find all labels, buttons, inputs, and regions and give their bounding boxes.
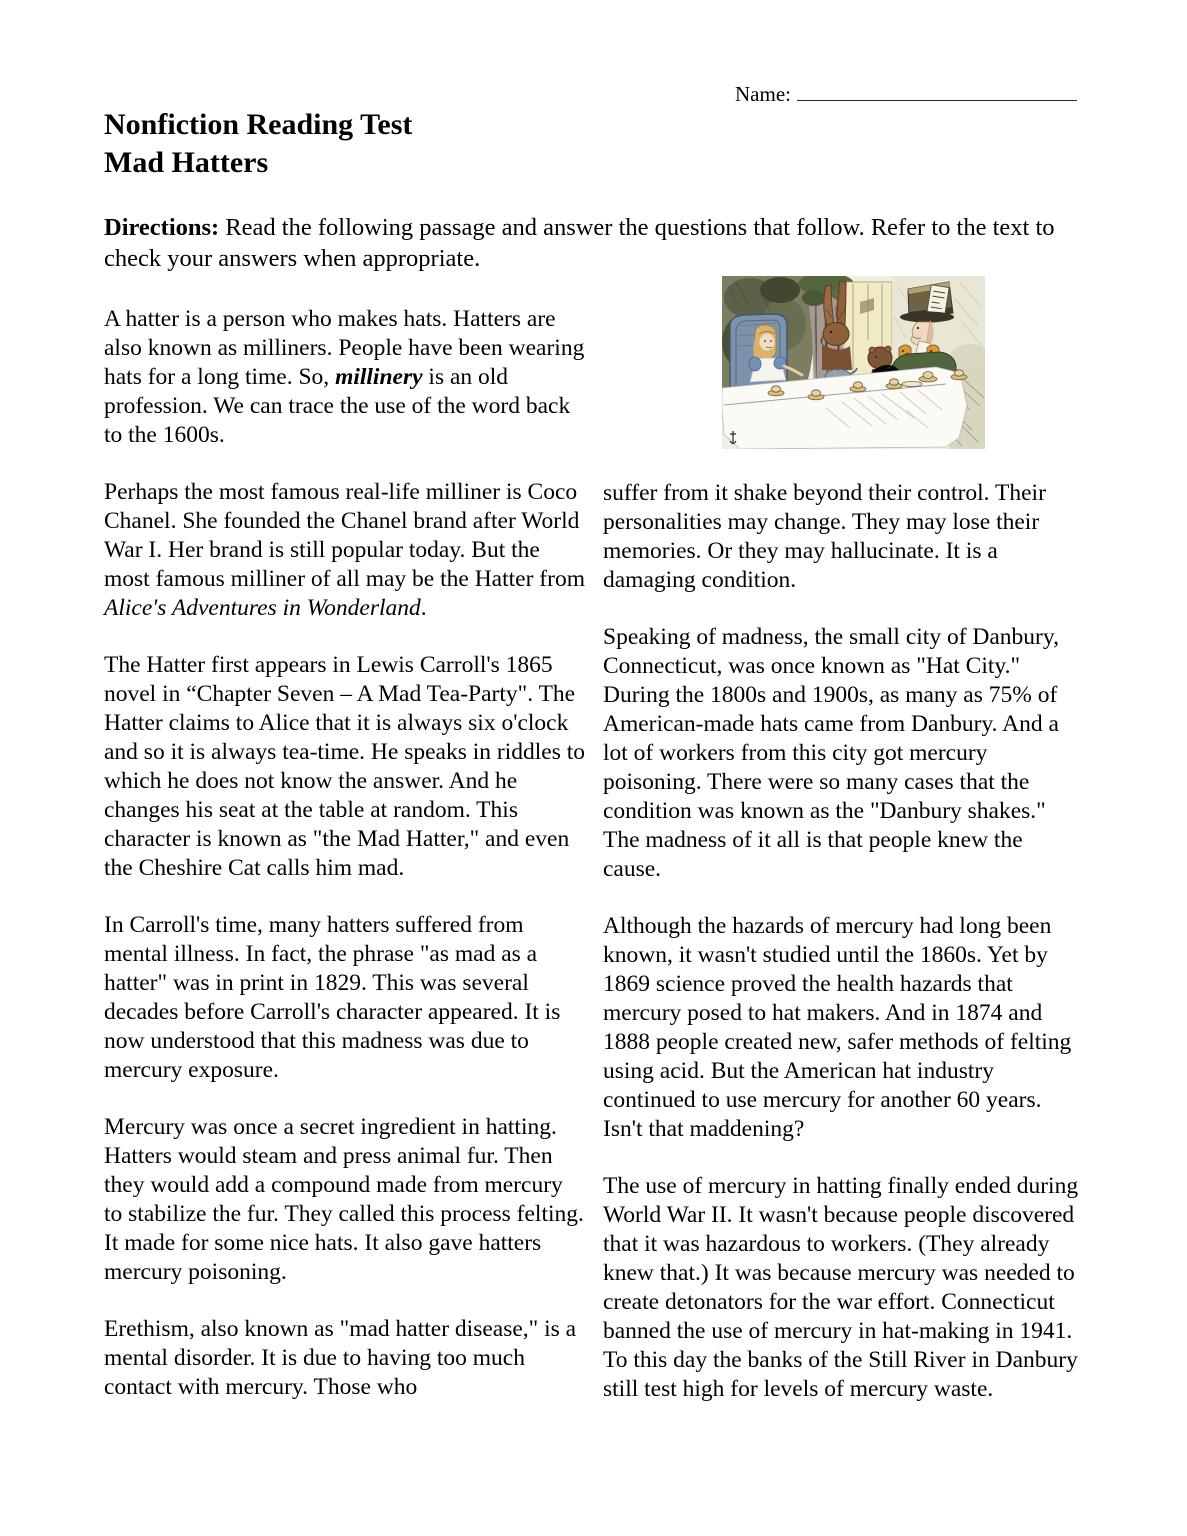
passage-column-right xyxy=(603,479,1084,1404)
title-line-2: Mad Hatters xyxy=(104,146,269,179)
passage-paragraph xyxy=(603,912,1084,1144)
passage-paragraph xyxy=(104,911,585,1085)
title-line-1: Nonfiction Reading Test xyxy=(104,108,413,141)
passage-paragraph xyxy=(104,651,585,883)
passage-paragraph xyxy=(603,479,1084,595)
name-label: Name: xyxy=(735,82,791,106)
passage-paragraph xyxy=(603,623,1084,884)
directions-label: Directions: xyxy=(104,214,220,241)
passage-text: Alice's Adventures in Wonderland xyxy=(104,595,421,621)
passage-text: millinery xyxy=(335,364,423,390)
mad-tea-party-illustration xyxy=(722,276,985,449)
mad-tea-party-svg xyxy=(722,276,985,449)
page-title xyxy=(104,106,412,182)
directions-text: Read the following passage and answer the questions that follow. Refer to the text to check your answers when appropriate. xyxy=(104,214,1055,272)
passage-paragraph xyxy=(104,305,585,450)
passage-text: Perhaps the most famous real-life milliner is Coco Chanel. She founded the Chanel brand after World War I. Her brand is still popular today. But the most famous milliner of all may be the Hatter from xyxy=(104,479,585,592)
passage-text: . xyxy=(420,595,427,621)
passage-text: suffer from it shake beyond their control. Their personalities may change. They may lose their memories. Or they may hallucinate. It is a damaging condition. xyxy=(603,480,1046,593)
passage-text: is an old profession. We can trace the use of the word back to the 1600s. xyxy=(104,364,571,448)
passage-text: The Hatter first appears in Lewis Carroll's 1865 novel in “Chapter Seven – A Mad Tea-Party". The Hatter claims to Alice that it is always six o'clock and so it is always tea-time. He speaks in riddles to which he does not know the answer. And he changes his seat at the table at random. This character is known as "the Mad Hatter," and even the Cheshire Cat calls him mad. xyxy=(104,652,585,881)
hat-price-card xyxy=(927,285,949,314)
passage-paragraph xyxy=(104,1315,585,1402)
name-row xyxy=(735,82,1077,106)
passage-text: Mercury was once a secret ingredient in hatting. Hatters would steam and press animal fur. Then they would add a compound made from mercury to stabilize the fur. They called this process felting. It made for some nice hats. It also gave hatters mercury poisoning. xyxy=(104,1114,584,1285)
passage-text: A hatter is a person who makes hats. Hatters are also known as milliners. People have been wearing hats for a long time. So, xyxy=(104,306,585,390)
directions xyxy=(104,212,1088,274)
name-blank-line xyxy=(797,82,1077,101)
passage-text: Although the hazards of mercury had long been known, it wasn't studied until the 1860s. Yet by 1869 science proved the health hazards that mercury posed to hat makers. And in 1874 and 1888 people created new, safer methods of felting using acid. But the American hat industry continued to use mercury for another 60 years. Isn't that maddening? xyxy=(603,913,1072,1142)
passage-text: In Carroll's time, many hatters suffered from mental illness. In fact, the phrase "as mad as a hatter" was in print in 1829. This was several decades before Carroll's character appeared. It is now understood that this madness was due to mercury exposure. xyxy=(104,912,561,1083)
passage-paragraph xyxy=(104,1113,585,1287)
passage-column-left xyxy=(104,305,585,1402)
passage-text: The use of mercury in hatting finally ended during World War II. It wasn't because people discovered that it was hazardous to workers. (They already knew that.) It was because mercury was needed to create detonators for the war effort. Connecticut banned the use of mercury in hat-making in 1941. To this day the banks of the Still River in Danbury still test high for levels of mercury waste. xyxy=(603,1173,1079,1402)
passage-text: Erethism, also known as "mad hatter disease," is a mental disorder. It is due to having too much contact with mercury. Those who xyxy=(104,1316,577,1400)
passage-paragraph xyxy=(603,1172,1084,1404)
passage-text: Speaking of madness, the small city of Danbury, Connecticut, was once known as "Hat City." During the 1800s and 1900s, as many as 75% of American-made hats came from Danbury. And a lot of workers from this city got mercury poisoning. There were so many cases that the condition was known as the "Danbury shakes." The madness of it all is that people knew the cause. xyxy=(603,624,1059,882)
passage-paragraph xyxy=(104,478,585,623)
